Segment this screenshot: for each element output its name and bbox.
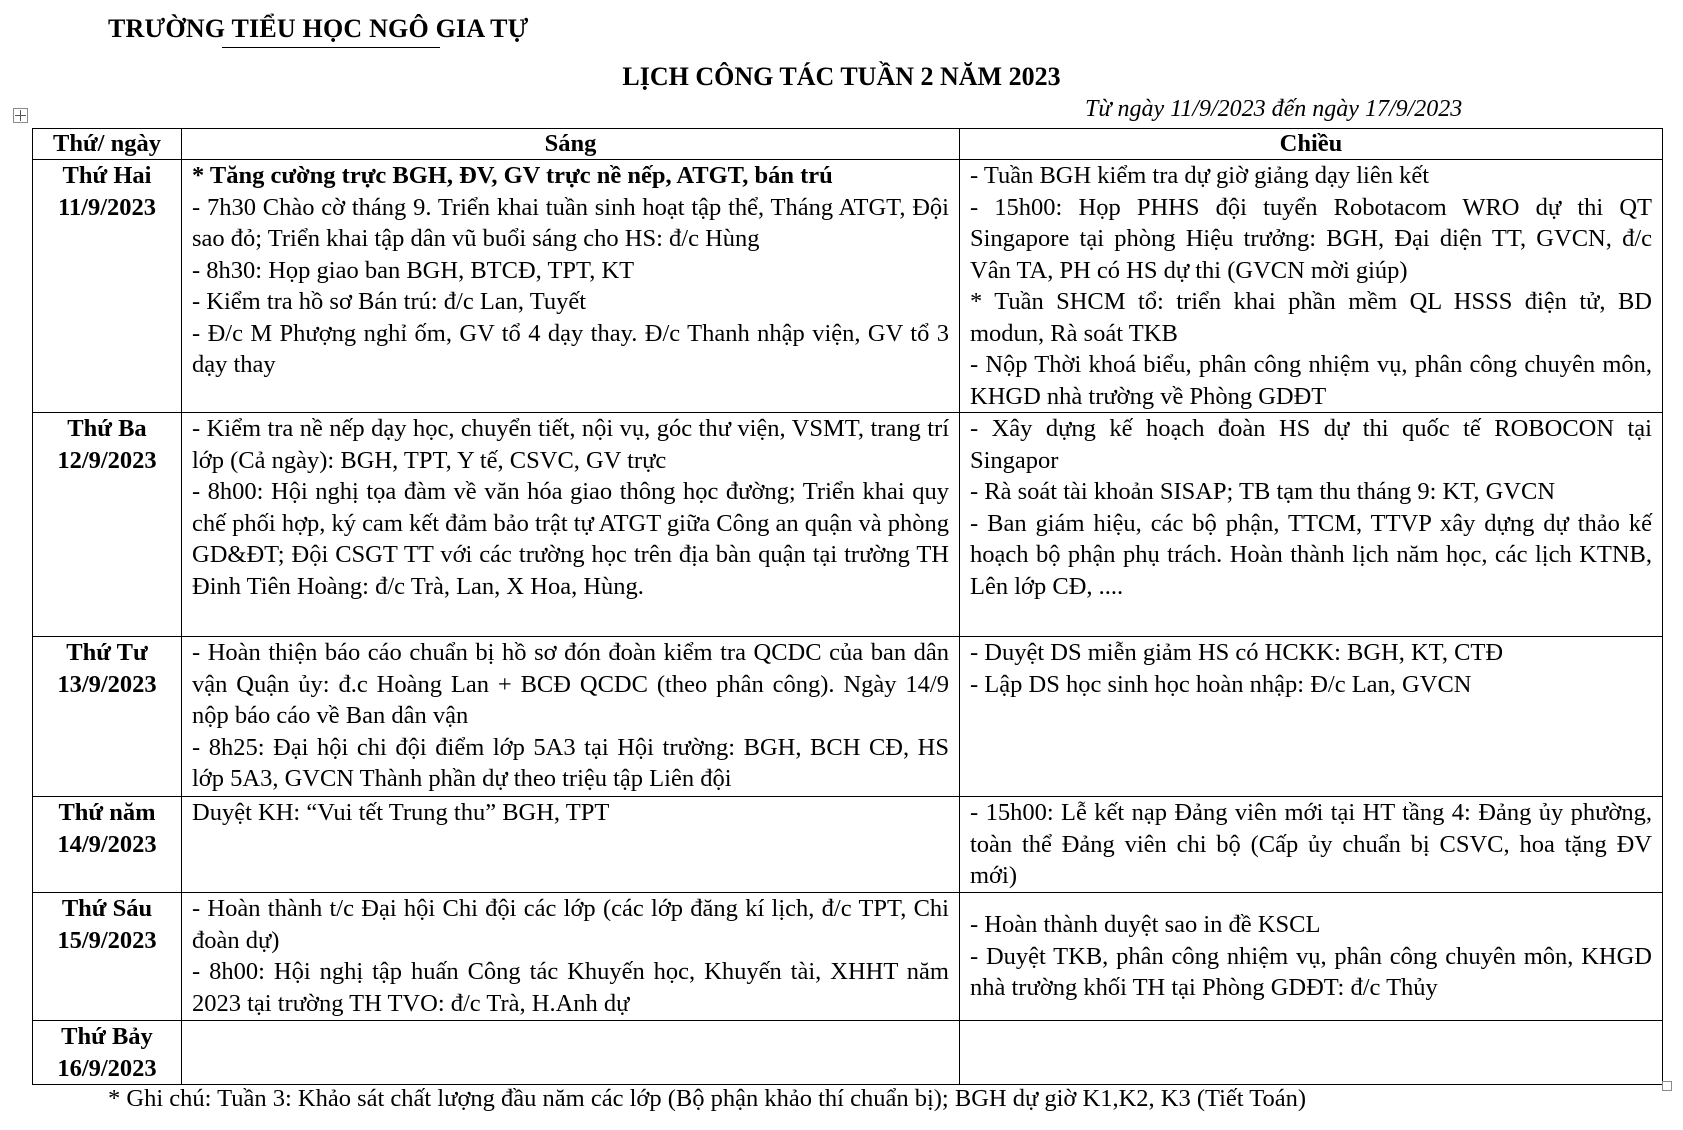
afternoon-item: * Tuần SHCM tổ: triển khai phần mềm QL HSSS điện tử, BD modun, Rà soát TKB [970, 288, 1652, 347]
day-name: Thứ năm [58, 799, 156, 826]
morning-cell[interactable] [182, 797, 960, 893]
afternoon-item: - Ban giám hiệu, các bộ phận, TTCM, TTVP xây dựng dự thảo kế hoạch bộ phận phụ trách. Hoàn thành lịch năm học, các lịch KTNB, Lên lớp CĐ, .... [970, 509, 1652, 600]
morning-item: - Đ/c M Phượng nghỉ ốm, GV tổ 4 dạy thay. Đ/c Thanh nhập viện, GV tổ 3 dạy thay [192, 319, 949, 378]
afternoon-cell[interactable] [960, 160, 1663, 413]
morning-cell[interactable] [182, 160, 960, 413]
afternoon-cell[interactable] [960, 413, 1663, 637]
morning-item: - 7h30 Chào cờ tháng 9. Triển khai tuần sinh hoạt tập thể, Tháng ATGT, Đội sao đỏ; Triển khai tập dân vũ buổi sáng cho HS: đ/c Hùng [192, 193, 949, 252]
morning-item: - Hoàn thiện báo cáo chuẩn bị hồ sơ đón đoàn kiểm tra QCDC của ban dân vận Quận ủy: đ.c Hoàng Lan + BCĐ QCDC (theo phân công). Ngày 14/9 nộp báo cáo về Ban dân vận [192, 639, 949, 729]
afternoon-item: - 15h00: Họp PHHS đội tuyển Robotacom WRO dự thi QT Singapore tại phòng Hiệu trưởng: BGH, Đại diện TT, GVCN, đ/c Vân TA, PH có HS dự thi (GVCN mời giúp) [970, 193, 1652, 284]
column-header-day: Thứ/ ngày [33, 129, 182, 160]
document-title: LỊCH CÔNG TÁC TUẦN 2 NĂM 2023 [622, 62, 1061, 91]
table-move-handle-icon[interactable] [13, 108, 28, 123]
day-date: 16/9/2023 [57, 1054, 157, 1082]
morning-cell[interactable] [182, 637, 960, 797]
afternoon-item: - Duyệt TKB, phân công nhiệm vụ, phân công chuyên môn, KHGD nhà trường khối TH tại Phòng GDĐT: đ/c Thủy [970, 942, 1652, 1002]
morning-item: - 8h30: Họp giao ban BGH, BTCĐ, TPT, KT [192, 256, 635, 284]
table-row [33, 637, 1663, 797]
morning-item: * Tăng cường trực BGH, ĐV, GV trực nề nếp, ATGT, bán trú [192, 162, 833, 189]
morning-item: - 8h25: Đại hội chi đội điểm lớp 5A3 tại Hội trường: BGH, BCH CĐ, HS lớp 5A3, GVCN Thành phần dự theo triệu tập Liên đội [192, 733, 949, 792]
afternoon-item: - Lập DS học sinh học hoàn nhập: Đ/c Lan, GVCN [970, 670, 1472, 698]
table-row [33, 1021, 1663, 1085]
afternoon-item: - Nộp Thời khoá biểu, phân công nhiệm vụ, phân công chuyên môn, KHGD nhà trường về Phòng GDĐT [970, 351, 1652, 410]
day-name: Thứ Tư [66, 639, 148, 666]
morning-item: - Kiểm tra hồ sơ Bán trú: đ/c Lan, Tuyết [192, 288, 587, 315]
footer-note: * Ghi chú: Tuần 3: Khảo sát chất lượng đầu năm các lớp (Bộ phận khảo thí chuẩn bị); BGH dự giờ K1,K2, K3 (Tiết Toán) [108, 1085, 1307, 1112]
day-cell [33, 637, 182, 797]
table-row [33, 413, 1663, 637]
day-date: 14/9/2023 [57, 830, 157, 858]
table-row [33, 893, 1663, 1021]
day-cell [33, 160, 182, 413]
afternoon-cell[interactable] [960, 893, 1663, 1021]
day-cell [33, 413, 182, 637]
afternoon-cell[interactable] [960, 637, 1663, 797]
afternoon-item: - Xây dựng kế hoạch đoàn HS dự thi quốc tế ROBOCON tại Singapor [970, 415, 1652, 474]
day-name: Thứ Sáu [61, 895, 153, 922]
table-row [33, 797, 1663, 893]
table-resize-handle-icon[interactable] [1662, 1081, 1672, 1091]
morning-item: - Hoàn thành t/c Đại hội Chi đội các lớp (các lớp đăng kí lịch, đ/c TPT, Chi đoàn dự) [192, 895, 949, 954]
day-name: Thứ Hai [62, 162, 152, 189]
morning-item: - 8h00: Hội nghị tập huấn Công tác Khuyến học, Khuyến tài, XHHT năm 2023 tại trường TH TVO: đ/c Trà, H.Anh dự [192, 958, 949, 1017]
morning-item: Duyệt KH: “Vui tết Trung thu” BGH, TPT [192, 799, 610, 826]
afternoon-cell[interactable] [960, 797, 1663, 893]
afternoon-item: - Duyệt DS miễn giảm HS có HCKK: BGH, KT, CTĐ [970, 639, 1504, 666]
day-cell [33, 797, 182, 893]
column-header-afternoon: Chiều [960, 129, 1663, 160]
day-date: 13/9/2023 [57, 670, 157, 698]
day-name: Thứ Ba [67, 415, 147, 442]
column-header-morning: Sáng [182, 129, 960, 160]
school-name: TRƯỜNG TIỂU HỌC NGÔ GIA TỰ [108, 14, 529, 43]
day-date: 12/9/2023 [57, 446, 157, 474]
table-header-row [33, 129, 1663, 160]
morning-cell[interactable] [182, 893, 960, 1021]
day-cell [33, 1021, 182, 1085]
table-row [33, 160, 1663, 413]
afternoon-item: - Hoàn thành duyệt sao in đề KSCL [970, 911, 1321, 939]
date-range: Từ ngày 11/9/2023 đến ngày 17/9/2023 [1085, 96, 1463, 122]
morning-cell[interactable] [182, 1021, 960, 1085]
day-name: Thứ Bảy [61, 1023, 153, 1050]
afternoon-item: - 15h00: Lễ kết nạp Đảng viên mới tại HT tầng 4: Đảng ủy phường, toàn thể Đảng viên chi bộ (Cấp ủy chuẩn bị CSVC, hoa tặng ĐV mới) [970, 799, 1652, 889]
morning-item: - Kiểm tra nề nếp dạy học, chuyển tiết, nội vụ, góc thư viện, VSMT, trang trí lớp (Cả ngày): BGH, TPT, Y tế, CSVC, GV trực [192, 415, 949, 474]
day-date: 11/9/2023 [57, 193, 156, 221]
morning-cell[interactable] [182, 413, 960, 637]
schedule-table [32, 128, 1663, 1085]
day-date: 15/9/2023 [57, 926, 157, 954]
afternoon-item: - Rà soát tài khoản SISAP; TB tạm thu tháng 9: KT, GVCN [970, 478, 1556, 505]
morning-item: - 8h00: Hội nghị tọa đàm về văn hóa giao thông học đường; Triển khai quy chế phối hợp, ký cam kết đảm bảo trật tự ATGT giữa Công an quận và phòng GD&ĐT; Đội CSGT TT với các trường học trên địa bàn quận tại trường TH Đinh Tiên Hoàng: đ/c Trà, Lan, X Hoa, Hùng. [192, 478, 949, 600]
afternoon-item: - Tuần BGH kiểm tra dự giờ giảng dạy liên kết [970, 162, 1430, 189]
school-name-underline [222, 47, 440, 48]
afternoon-cell[interactable] [960, 1021, 1663, 1085]
day-cell [33, 893, 182, 1021]
